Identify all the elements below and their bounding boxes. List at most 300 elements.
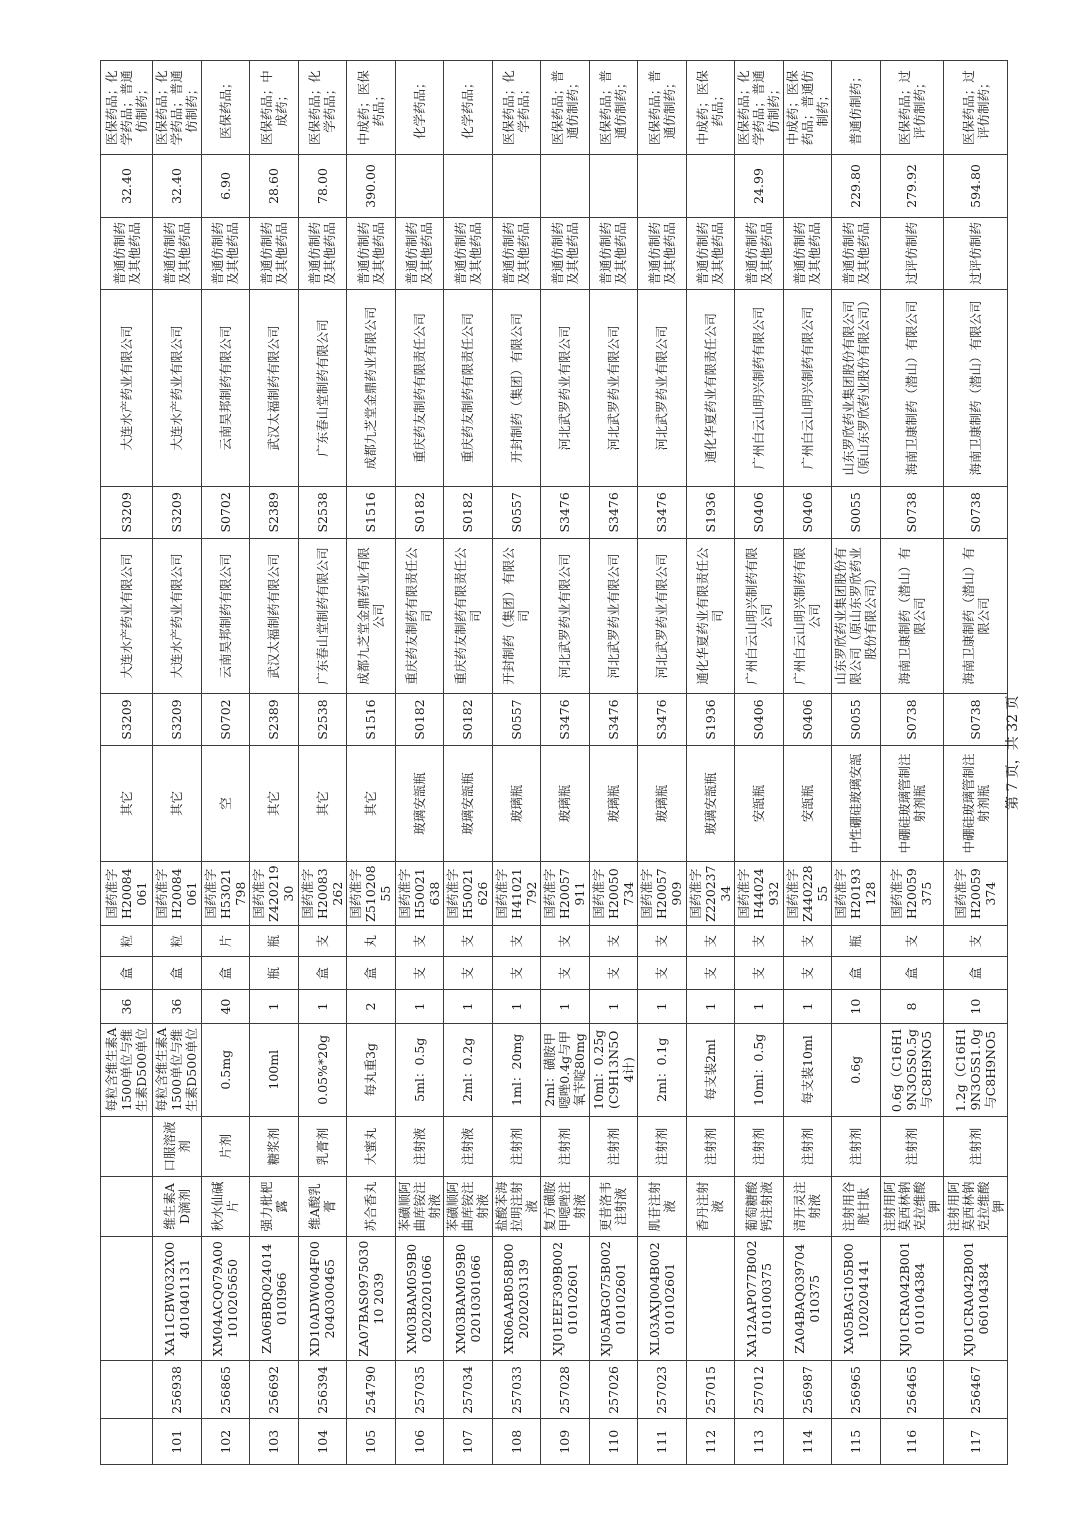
cell-approval: 国药准字H20083262 [298,862,347,926]
cell-code1: S3476 [638,694,687,746]
table-row [880,61,944,1465]
cell-name: 秋水仙碱片 [201,1176,250,1236]
cell-blank [101,1176,153,1236]
cell-company1: 广州白云山明兴制药有限公司 [783,538,832,693]
cell-id: 257026 [589,1361,638,1419]
cell-category: 普通仿制药及其他药品 [101,217,153,290]
cell-id: 256467 [944,1361,1008,1419]
cell-qty: 40 [201,990,250,1023]
cell-price [686,155,735,217]
table-row [492,61,541,1465]
cell-company2: 海南卫康制药（潜山）有限公司 [944,290,1008,487]
cell-qty: 1 [589,990,638,1023]
cell-code: XD10ADW004F002040300465 [298,1237,347,1361]
cell-code2: S2538 [298,486,347,538]
cell-no: 105 [347,1419,396,1465]
cell-qty: 2 [347,990,396,1023]
cell-remark: 医保药品； [201,61,250,155]
cell-company1: 武汉太福制药有限公司 [250,538,299,693]
cell-form: 注射剂 [638,1116,687,1176]
cell-form: 口服溶液剂 [153,1116,202,1176]
cell-spec: 5ml：0.5g [395,1023,444,1116]
cell-unit2: 支 [444,926,493,957]
cell-blank [101,1116,153,1176]
cell-spec: 1.2g（C16H19N3O5S1.0g与C8H9NO5 [944,1023,1008,1116]
cell-company2: 通化华夏药业有限责任公司 [686,290,735,487]
cell-remark: 医保药品；普通仿制药； [638,61,687,155]
cell-qty: 1 [783,990,832,1023]
cell-code2: S0738 [880,486,944,538]
cell-name: 注射用谷胱甘肽 [832,1176,881,1236]
cell-unit1: 盒 [201,957,250,990]
cell-no: 104 [298,1419,347,1465]
cell-code: XJ01CRA042B001010104384 [880,1237,944,1361]
table-row [832,61,881,1465]
table-row [686,61,735,1465]
cell-unit2: 片 [201,926,250,957]
cell-price: 594.80 [944,155,1008,217]
cell-company2: 成都九芝堂金鼎药业有限公司 [347,290,396,487]
cell-package: 其它 [250,745,299,861]
page-number: 第 7 页，共 32 页 [1005,695,1021,810]
cell-name: 苯磺顺阿曲库铵注射液 [444,1176,493,1236]
cell-unit1: 盒 [101,957,153,990]
cell-unit1: 盒 [347,957,396,990]
cell-qty: 1 [395,990,444,1023]
cell-form: 注射剂 [735,1116,784,1176]
table-row [395,61,444,1465]
cell-id: 256965 [832,1361,881,1419]
cell-unit2: 瓶 [250,926,299,957]
cell-price [492,155,541,217]
cell-spec: 100ml [250,1023,299,1116]
cell-company1: 重庆药友制药有限责任公司 [444,538,493,693]
cell-name: 注射用阿莫西林钠克拉维酸钾 [944,1176,1008,1236]
cell-approval: 国药准字H50021638 [395,862,444,926]
cell-code1: S2538 [298,694,347,746]
cell-qty: 1 [492,990,541,1023]
cell-company2: 大连水产药业有限公司 [153,290,202,487]
cell-package: 其它 [153,745,202,861]
cell-category: 普通仿制药及其他药品 [589,217,638,290]
cell-package: 玻璃瓶 [638,745,687,861]
cell-unit2: 支 [638,926,687,957]
cell-approval: 国药准字H20050734 [589,862,638,926]
cell-package: 玻璃安瓿瓶 [444,745,493,861]
cell-form: 注射剂 [686,1116,735,1176]
cell-id: 256987 [783,1361,832,1419]
table-row [153,61,202,1465]
cell-code: XJ01CRA042B001060104384 [944,1237,1008,1361]
cell-company2: 重庆药友制药有限责任公司 [395,290,444,487]
cell-code1: S1516 [347,694,396,746]
cell-code2: S1936 [686,486,735,538]
cell-form: 注射剂 [944,1116,1008,1176]
cell-company2: 河北武罗药业有限公司 [589,290,638,487]
cell-code2: S3209 [101,486,153,538]
cell-qty: 1 [735,990,784,1023]
cell-code2: S3476 [541,486,590,538]
cell-qty: 36 [153,990,202,1023]
table-row-continued [101,61,153,1465]
cell-qty: 1 [541,990,590,1023]
cell-name: 苯磺顺阿曲库铵注射液 [395,1176,444,1236]
cell-remark: 医保药品；过评仿制药； [944,61,1008,155]
cell-company2: 武汉太福制药有限公司 [250,290,299,487]
cell-price [444,155,493,217]
cell-code: XA12AAP077B002010100375 [735,1237,784,1361]
table-row [589,61,638,1465]
cell-package: 玻璃安瓿瓶 [686,745,735,861]
cell-category: 普通仿制药及其他药品 [832,217,881,290]
cell-code: XJ05ABG075B002010102601 [589,1237,638,1361]
cell-code2: S0055 [832,486,881,538]
cell-form: 注射剂 [541,1116,590,1176]
cell-code1: S0702 [201,694,250,746]
cell-unit2: 支 [735,926,784,957]
cell-unit1: 支 [444,957,493,990]
cell-approval: 国药准字H41021792 [492,862,541,926]
cell-category: 过评仿制药 [880,217,944,290]
cell-id: 257028 [541,1361,590,1419]
cell-unit2: 支 [492,926,541,957]
cell-no: 111 [638,1419,687,1465]
cell-unit2: 支 [395,926,444,957]
cell-name: 注射用阿莫西林钠克拉维酸钾 [880,1176,944,1236]
cell-approval: 国药准字H20084061 [101,862,153,926]
cell-remark: 医保药品；中成药； [250,61,299,155]
cell-category: 普通仿制药及其他药品 [541,217,590,290]
cell-no: 113 [735,1419,784,1465]
table-row [201,61,250,1465]
cell-approval: 国药准字H44024932 [735,862,784,926]
table-row [444,61,493,1465]
cell-no: 109 [541,1419,590,1465]
cell-code2: S0557 [492,486,541,538]
table-row [735,61,784,1465]
cell-company1: 河北武罗药业有限公司 [541,538,590,693]
cell-code1: S2389 [250,694,299,746]
cell-no: 112 [686,1419,735,1465]
cell-price [638,155,687,217]
cell-category: 普通仿制药及其他药品 [783,217,832,290]
cell-qty: 1 [298,990,347,1023]
cell-approval: 国药准字Z42021930 [250,862,299,926]
cell-remark: 医保药品；化学药品；普通仿制药； [735,61,784,155]
cell-remark: 中成药；医保药品； [347,61,396,155]
cell-price: 279.92 [880,155,944,217]
cell-price: 28.60 [250,155,299,217]
cell-spec: 每支装2ml [686,1023,735,1116]
cell-code1: S3209 [153,694,202,746]
cell-unit1: 支 [589,957,638,990]
cell-package: 玻璃瓶 [541,745,590,861]
cell-code1: S0055 [832,694,881,746]
cell-code2: S0738 [944,486,1008,538]
page-footer [1000,695,1040,814]
cell-package: 空 [201,745,250,861]
cell-unit1: 瓶 [250,957,299,990]
cell-remark: 医保药品；普通仿制药； [541,61,590,155]
cell-code1: S3209 [101,694,153,746]
cell-code1: S0406 [783,694,832,746]
cell-code2: S0406 [735,486,784,538]
cell-company1: 开封制药（集团）有限公司 [492,538,541,693]
cell-qty: 10 [832,990,881,1023]
cell-remark: 医保药品；化学药品； [492,61,541,155]
cell-spec: 1ml：20mg [492,1023,541,1116]
cell-name: 肌苷注射液 [638,1176,687,1236]
cell-approval: 国药准字H20059374 [944,862,1008,926]
cell-code: XR06AAB058B002020203139 [492,1237,541,1361]
cell-package: 玻璃瓶 [589,745,638,861]
cell-price [541,155,590,217]
cell-code2: S2389 [250,486,299,538]
cell-unit2: 支 [686,926,735,957]
cell-unit1: 支 [686,957,735,990]
cell-code [686,1237,735,1361]
cell-price: 390.00 [347,155,396,217]
cell-id: 257035 [395,1361,444,1419]
cell-company2: 山东罗欣药业集团股份有限公司（原山东罗欣药业股份有限公司） [832,290,881,487]
cell-approval: 国药准字H20193128 [832,862,881,926]
cell-remark: 医保药品；过评仿制药； [880,61,944,155]
cell-unit1: 支 [395,957,444,990]
cell-unit2: 支 [298,926,347,957]
cell-unit2: 支 [880,926,944,957]
cell-no: 102 [201,1419,250,1465]
cell-unit1: 盒 [832,957,881,990]
cell-form: 注射液 [444,1116,493,1176]
cell-code2: S3476 [589,486,638,538]
cell-category: 普通仿制药及其他药品 [153,217,202,290]
cell-qty: 1 [638,990,687,1023]
cell-company1: 重庆药友制药有限责任公司 [395,538,444,693]
cell-package: 中硼硅玻璃管制注射剂瓶 [944,745,1008,861]
cell-qty: 1 [250,990,299,1023]
cell-code2: S0182 [444,486,493,538]
cell-code: XJ01EEF309B002010102601 [541,1237,590,1361]
cell-id: 257012 [735,1361,784,1419]
cell-form: 注射液 [395,1116,444,1176]
cell-category: 普通仿制药及其他药品 [735,217,784,290]
cell-name: 清开灵注射液 [783,1176,832,1236]
cell-approval: 国药准字Z22023734 [686,862,735,926]
cell-company2: 海南卫康制药（潜山）有限公司 [880,290,944,487]
cell-unit1: 支 [735,957,784,990]
cell-price: 229.80 [832,155,881,217]
cell-company2: 河北武罗药业有限公司 [638,290,687,487]
cell-price: 32.40 [153,155,202,217]
cell-form: 注射剂 [832,1116,881,1176]
cell-no: 114 [783,1419,832,1465]
cell-category: 普通仿制药及其他药品 [201,217,250,290]
rotated-table-sheet [100,60,1008,1465]
cell-code: ZA06BBQ024014010I966 [250,1237,299,1361]
cell-no: 103 [250,1419,299,1465]
cell-price: 32.40 [101,155,153,217]
cell-category: 普通仿制药及其他药品 [686,217,735,290]
cell-id: 256692 [250,1361,299,1419]
cell-code1: S0406 [735,694,784,746]
cell-package: 玻璃安瓿瓶 [395,745,444,861]
cell-approval: 国药准字H20057911 [541,862,590,926]
cell-code2: S3476 [638,486,687,538]
cell-price: 78.00 [298,155,347,217]
cell-qty: 1 [444,990,493,1023]
cell-remark: 普通仿制药； [832,61,881,155]
cell-name: 香丹注射液 [686,1176,735,1236]
cell-code1: S1936 [686,694,735,746]
cell-code: ZA07BAS097503010 2039 [347,1237,396,1361]
cell-unit1: 支 [638,957,687,990]
cell-code1: S3476 [589,694,638,746]
cell-package: 玻璃瓶 [492,745,541,861]
cell-blank [101,1237,153,1361]
cell-code1: S0738 [880,694,944,746]
cell-package: 中硼硅玻璃管制注射剂瓶 [880,745,944,861]
cell-no: 116 [880,1419,944,1465]
cell-company1: 广东春山堂制药有限公司 [298,538,347,693]
cell-code1: S0182 [444,694,493,746]
cell-id: 256938 [153,1361,202,1419]
cell-unit2: 支 [783,926,832,957]
cell-spec: 10ml：0.25g(C9H13N5O4计) [589,1023,638,1116]
cell-company1: 海南卫康制药（潜山）有限公司 [880,538,944,693]
cell-form: 乳膏剂 [298,1116,347,1176]
cell-id: 256865 [201,1361,250,1419]
cell-company2: 河北武罗药业有限公司 [541,290,590,487]
cell-unit2: 粒 [153,926,202,957]
cell-code2: S0406 [783,486,832,538]
cell-name: 维A酸乳膏 [298,1176,347,1236]
table-row [541,61,590,1465]
cell-company2: 云南昊邦制药有限公司 [201,290,250,487]
cell-company2: 广州白云山明兴制药有限公司 [783,290,832,487]
cell-remark: 医保药品；化学药品；普通仿制药； [101,61,153,155]
cell-name: 苏合香丸 [347,1176,396,1236]
cell-unit1: 支 [541,957,590,990]
cell-category: 普通仿制药及其他药品 [298,217,347,290]
cell-package: 安瓿瓶 [783,745,832,861]
cell-company1: 云南昊邦制药有限公司 [201,538,250,693]
cell-company1: 河北武罗药业有限公司 [589,538,638,693]
cell-remark: 医保药品；普通仿制药； [589,61,638,155]
cell-code: ZA04BAQ039704010375 [783,1237,832,1361]
table-row [783,61,832,1465]
cell-price [395,155,444,217]
cell-unit2: 粒 [101,926,153,957]
cell-package: 安瓿瓶 [735,745,784,861]
cell-code2: S0182 [395,486,444,538]
cell-no: 108 [492,1419,541,1465]
cell-code: XM03BAM059B002020201066 [395,1237,444,1361]
cell-spec: 0.6g（C16H19N3O5S0.5g与C8H9NO5 [880,1023,944,1116]
cell-form: 片剂 [201,1116,250,1176]
cell-name: 盐酸苯海拉明注射液 [492,1176,541,1236]
cell-code: XM04ACQ079A001010205650 [201,1237,250,1361]
cell-unit1: 支 [783,957,832,990]
cell-package: 其它 [298,745,347,861]
cell-blank [101,1361,153,1419]
cell-company2: 开封制药（集团）有限公司 [492,290,541,487]
cell-spec: 10ml：0.5g [735,1023,784,1116]
cell-id: 256394 [298,1361,347,1419]
cell-qty: 1 [686,990,735,1023]
cell-category: 普通仿制药及其他药品 [492,217,541,290]
cell-approval: 国药准字Z51020855 [347,862,396,926]
cell-company1: 成都九芝堂金鼎药业有限公司 [347,538,396,693]
cell-company1: 山东罗欣药业集团股份有限公司（原山东罗欣药业股份有限公司） [832,538,881,693]
cell-code2: S3209 [153,486,202,538]
cell-code1: S0738 [944,694,1008,746]
cell-unit1: 盒 [153,957,202,990]
cell-unit1: 支 [492,957,541,990]
cell-code: XL03AXJ004B002010102601 [638,1237,687,1361]
cell-unit1: 盒 [298,957,347,990]
cell-unit2: 丸 [347,926,396,957]
cell-code: XA11CBW032X004010401131 [153,1237,202,1361]
cell-form: 注射剂 [783,1116,832,1176]
cell-approval: 国药准字H20057909 [638,862,687,926]
cell-approval: 国药准字H20059375 [880,862,944,926]
cell-unit2: 支 [589,926,638,957]
cell-name: 更昔洛韦注射液 [589,1176,638,1236]
cell-category: 普通仿制药及其他药品 [638,217,687,290]
cell-package: 中性硼硅玻璃安瓿 [832,745,881,861]
cell-category: 过评仿制药 [944,217,1008,290]
cell-name: 复方磺胺甲噁唑注射液 [541,1176,590,1236]
cell-package: 其它 [347,745,396,861]
cell-unit1: 盒 [944,957,1008,990]
cell-approval: 国药准字Z44022855 [783,862,832,926]
cell-id: 257015 [686,1361,735,1419]
cell-approval: 国药准字H53021798 [201,862,250,926]
table-row [250,61,299,1465]
cell-remark: 医保药品；化学药品；普通仿制药； [153,61,202,155]
cell-qty: 10 [944,990,1008,1023]
cell-spec: 0.6g [832,1023,881,1116]
table-row [347,61,396,1465]
cell-qty: 36 [101,990,153,1023]
cell-no: 106 [395,1419,444,1465]
cell-no: 117 [944,1419,1008,1465]
cell-price [589,155,638,217]
cell-unit1: 盒 [880,957,944,990]
cell-no: 110 [589,1419,638,1465]
cell-package: 其它 [101,745,153,861]
cell-spec: 2ml：0.2g [444,1023,493,1116]
table-row [638,61,687,1465]
cell-remark: 中成药；医保药品； [686,61,735,155]
cell-unit2: 支 [944,926,1008,957]
cell-no: 107 [444,1419,493,1465]
cell-remark: 中成药；医保药品；普通仿制药； [783,61,832,155]
cell-id: 256465 [880,1361,944,1419]
cell-remark: 医保药品；化学药品； [298,61,347,155]
cell-code: XM03BAM059B002010301066 [444,1237,493,1361]
cell-company1: 河北武罗药业有限公司 [638,538,687,693]
cell-spec: 每粒含维生素A1500单位与维生素D500单位 [101,1023,153,1116]
cell-no: 115 [832,1419,881,1465]
cell-id: 257023 [638,1361,687,1419]
cell-id: 254790 [347,1361,396,1419]
cell-spec: 2ml：0.1g [638,1023,687,1116]
cell-no: 101 [153,1419,202,1465]
cell-spec: 每粒含维生素A1500单位与维生素D500单位 [153,1023,202,1116]
cell-category: 普通仿制药及其他药品 [250,217,299,290]
table-row [944,61,1008,1465]
